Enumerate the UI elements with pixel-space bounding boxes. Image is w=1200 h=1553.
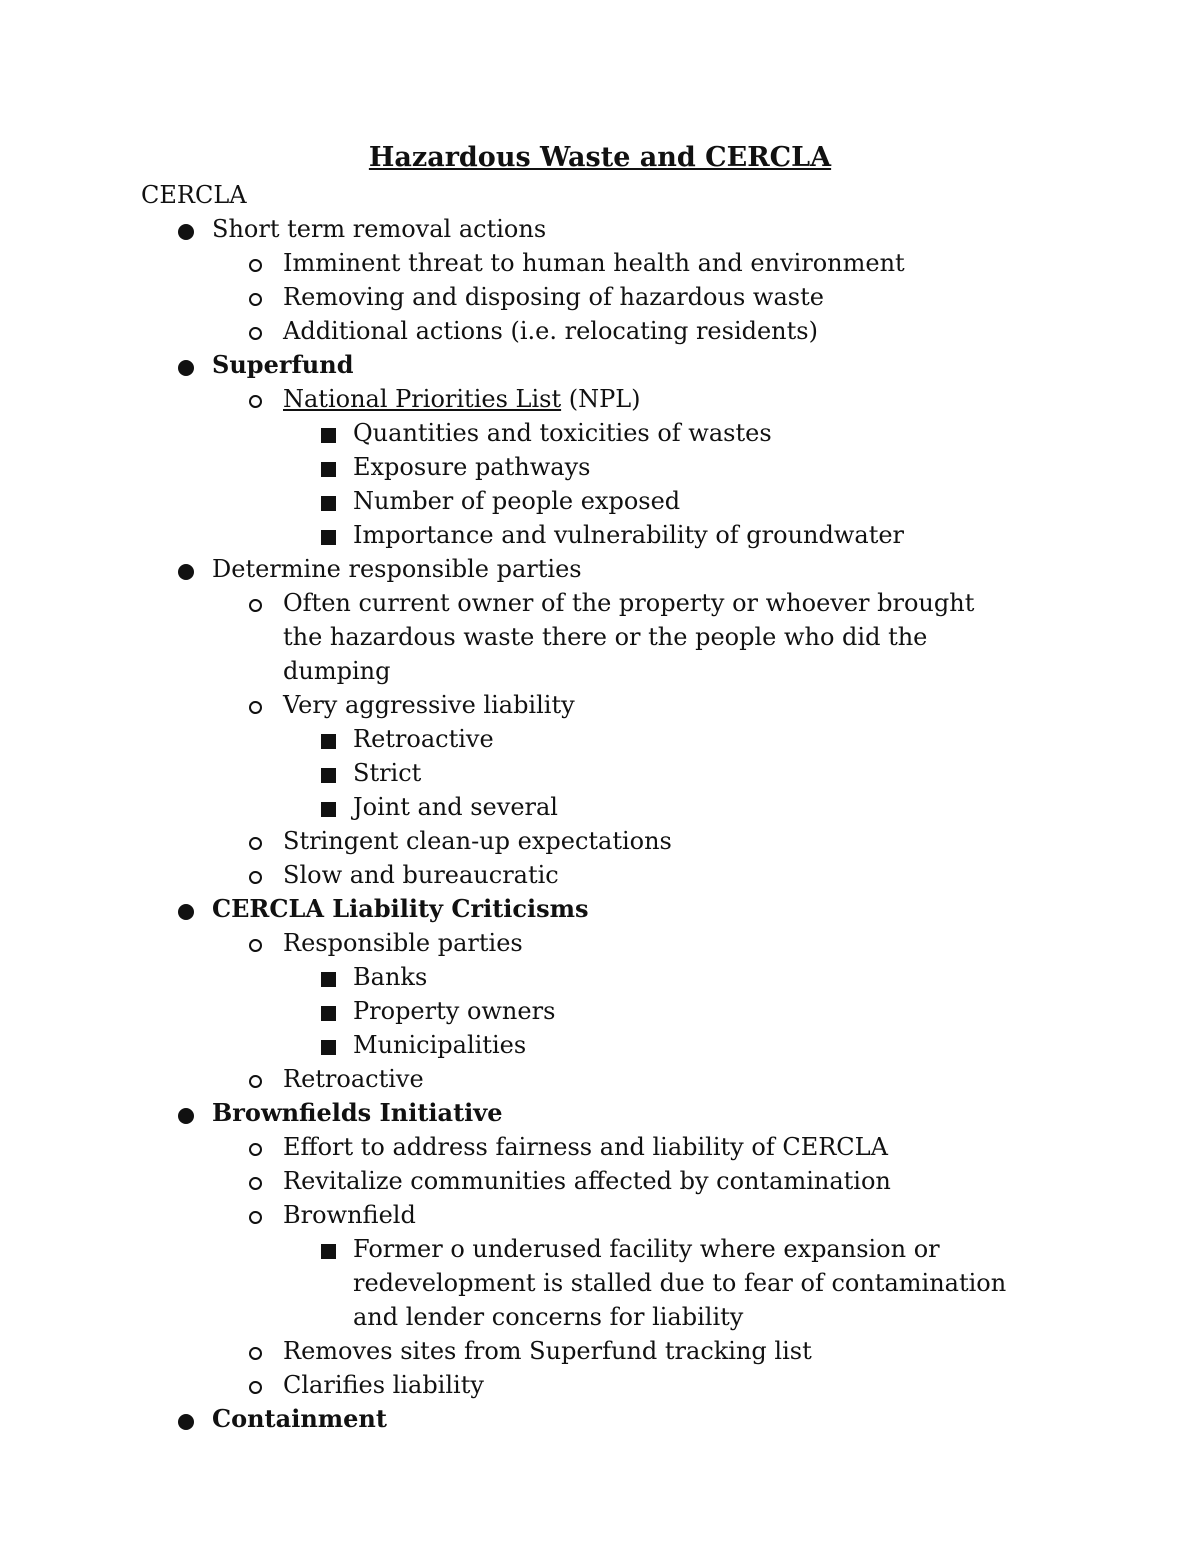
outline-item-text: Superfund — [212, 350, 354, 379]
filled-circle-bullet-icon — [178, 224, 194, 240]
outline-item-text: Determine responsible parties — [212, 555, 582, 583]
hollow-circle-bullet-icon — [249, 837, 262, 850]
outline-item-level-3 — [0, 960, 1200, 994]
outline-item-text: Joint and several — [353, 793, 558, 821]
hollow-circle-bullet-icon — [249, 1347, 262, 1360]
outline-item-level-3 — [0, 450, 1200, 484]
hollow-circle-bullet-icon — [249, 395, 262, 408]
outline-item-text: Brownfield — [283, 1201, 416, 1229]
outline-item-level-1 — [0, 892, 1200, 926]
filled-square-bullet-icon — [321, 972, 336, 987]
outline-item-text: Number of people exposed — [353, 487, 681, 515]
outline-item-level-3 — [0, 416, 1200, 450]
filled-square-bullet-icon — [321, 530, 336, 545]
hollow-circle-bullet-icon — [249, 1211, 262, 1224]
outline-item-level-3 — [0, 722, 1200, 756]
bullet-outline — [0, 212, 1200, 1436]
outline-item-text: Responsible parties — [283, 929, 523, 957]
filled-square-bullet-icon — [321, 1244, 336, 1259]
outline-item-level-2 — [0, 314, 1200, 348]
outline-item-text: CERCLA Liability Criticisms — [212, 894, 589, 923]
outline-item-level-1 — [0, 212, 1200, 246]
document-title: Hazardous Waste and CERCLA — [368, 142, 832, 173]
outline-item-level-1 — [0, 348, 1200, 382]
outline-item-level-2 — [0, 1062, 1200, 1096]
hollow-circle-bullet-icon — [249, 1143, 262, 1156]
filled-square-bullet-icon — [321, 428, 336, 443]
outline-item-level-3 — [0, 994, 1200, 1028]
outline-item-text: Removing and disposing of hazardous waste — [283, 283, 824, 311]
outline-item-text: Removes sites from Superfund tracking list — [283, 1337, 812, 1365]
filled-square-bullet-icon — [321, 802, 336, 817]
hollow-circle-bullet-icon — [249, 1075, 262, 1088]
outline-item-text: Retroactive — [283, 1065, 424, 1093]
outline-item-level-2 — [0, 1164, 1200, 1198]
outline-item-text: Short term removal actions — [212, 215, 547, 243]
hollow-circle-bullet-icon — [249, 259, 262, 272]
filled-square-bullet-icon — [321, 768, 336, 783]
outline-item-text: Property owners — [353, 997, 556, 1025]
outline-item-text: Banks — [353, 963, 428, 991]
outline-item-text: Slow and bureaucratic — [283, 861, 559, 889]
filled-circle-bullet-icon — [178, 904, 194, 920]
outline-item-text: Retroactive — [353, 725, 494, 753]
hollow-circle-bullet-icon — [249, 1177, 262, 1190]
hollow-circle-bullet-icon — [249, 599, 262, 612]
outline-item-text: Municipalities — [353, 1031, 527, 1059]
outline-item-level-2 — [0, 280, 1200, 314]
outline-item-text: Imminent threat to human health and environment — [283, 249, 905, 277]
filled-square-bullet-icon — [321, 496, 336, 511]
outline-item-level-1 — [0, 1096, 1200, 1130]
outline-item-text: Very aggressive liability — [283, 691, 575, 719]
outline-item-text: Quantities and toxicities of wastes — [353, 419, 772, 447]
outline-item-level-2 — [0, 586, 1003, 688]
outline-item-text: Containment — [212, 1404, 387, 1433]
outline-item-text: Brownfields Initiative — [212, 1098, 503, 1127]
hollow-circle-bullet-icon — [249, 1381, 262, 1394]
filled-square-bullet-icon — [321, 734, 336, 749]
hollow-circle-bullet-icon — [249, 701, 262, 714]
outline-item-text: Former o underused facility where expansion or redevelopment is stalled due to fear of contamination and lender concerns for liability — [353, 1235, 1007, 1331]
outline-item-level-3 — [0, 518, 1200, 552]
outline-item-text: Exposure pathways — [353, 453, 591, 481]
outline-item-level-2 — [0, 688, 1200, 722]
underlined-term: National Priorities List — [283, 385, 562, 413]
outline-item-level-2 — [0, 858, 1200, 892]
outline-item-text: Clarifies liability — [283, 1371, 484, 1399]
filled-circle-bullet-icon — [178, 1108, 194, 1124]
outline-item-level-3 — [0, 484, 1200, 518]
outline-item-level-2 — [0, 1368, 1200, 1402]
filled-circle-bullet-icon — [178, 564, 194, 580]
hollow-circle-bullet-icon — [249, 293, 262, 306]
filled-circle-bullet-icon — [178, 360, 194, 376]
filled-square-bullet-icon — [321, 1040, 336, 1055]
outline-item-level-2 — [0, 1198, 1200, 1232]
section-heading: CERCLA — [141, 181, 247, 209]
outline-item-text: Importance and vulnerability of groundwater — [353, 521, 905, 549]
outline-item-level-1 — [0, 1402, 1200, 1436]
outline-item-text: Often current owner of the property or whoever brought the hazardous waste there or the people who did the dumping — [283, 589, 975, 685]
outline-item-level-3 — [0, 1232, 1033, 1334]
outline-item-text: Strict — [353, 759, 422, 787]
outline-item-level-3 — [0, 756, 1200, 790]
hollow-circle-bullet-icon — [249, 327, 262, 340]
outline-item-text: (NPL) — [561, 385, 641, 413]
hollow-circle-bullet-icon — [249, 939, 262, 952]
outline-item-level-2 — [0, 1334, 1200, 1368]
outline-item-level-2 — [0, 824, 1200, 858]
outline-item-level-1 — [0, 552, 1200, 586]
outline-item-level-3 — [0, 790, 1200, 824]
hollow-circle-bullet-icon — [249, 871, 262, 884]
filled-circle-bullet-icon — [178, 1414, 194, 1430]
outline-item-level-2 — [0, 382, 1200, 416]
outline-item-text: Revitalize communities affected by contamination — [283, 1167, 891, 1195]
outline-item-level-2 — [0, 926, 1200, 960]
outline-item-text: Additional actions (i.e. relocating residents) — [283, 317, 818, 345]
outline-item-text: Effort to address fairness and liability of CERCLA — [283, 1133, 888, 1161]
outline-item-level-3 — [0, 1028, 1200, 1062]
filled-square-bullet-icon — [321, 462, 336, 477]
filled-square-bullet-icon — [321, 1006, 336, 1021]
outline-item-text: Stringent clean-up expectations — [283, 827, 672, 855]
outline-item-level-2 — [0, 246, 1200, 280]
outline-item-level-2 — [0, 1130, 1200, 1164]
